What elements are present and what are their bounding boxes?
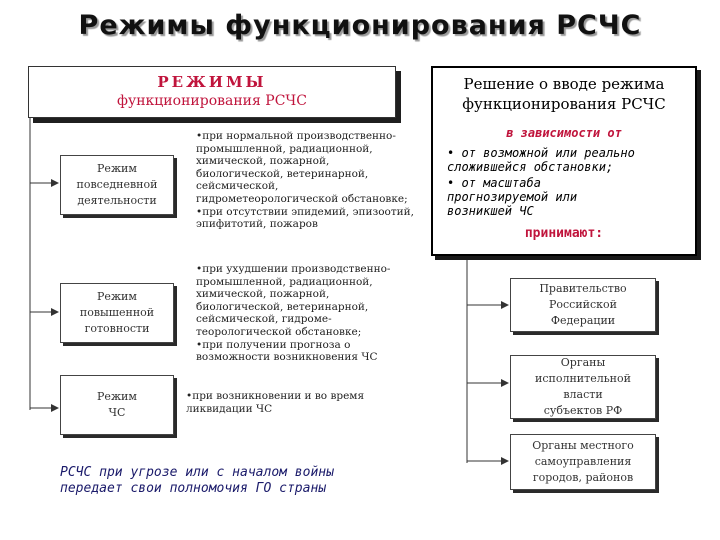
condition-text: химической, пожарной,: [196, 155, 330, 168]
decision-footer: принимают:: [524, 226, 604, 241]
authority-text: власти: [563, 388, 603, 401]
condition-text: эпифитотий, пожаров: [196, 218, 318, 231]
decision-item-2-line1: от масштаба: [461, 176, 541, 190]
civil-defense-note-line2: передает свои полномочия ГО страны: [60, 481, 327, 496]
authority-text: Федерации: [550, 314, 616, 327]
mode-daily-box: [60, 155, 174, 215]
condition-text: ликвидации ЧС: [186, 402, 273, 415]
civil-defense-note: [60, 465, 440, 497]
decision-title-line2: функционирования РСЧС: [462, 95, 666, 113]
mode-readiness-label-line1: Режим: [97, 290, 137, 303]
mode-daily-label-line3: деятельности: [77, 194, 157, 207]
authority-text: Правительство: [539, 282, 627, 295]
mode-daily-label-line1: Режим: [97, 162, 137, 175]
condition-text: сейсмической, гидроме-: [196, 313, 332, 326]
condition-text: при возникновении и во время: [192, 390, 365, 402]
mode-emergency-conditions: •при возникновении и во время ликвидации ЧС: [186, 390, 436, 415]
page-title: Режимы функционирования РСЧС: [78, 10, 642, 41]
mode-daily-label-line2: повседневной: [76, 178, 158, 191]
condition-text: при отсутствии эпидемий, эпизоотий,: [202, 205, 414, 218]
decision-item-1-line1: от возможной или реально: [461, 146, 635, 160]
decision-subtitle: в зависимости от: [506, 126, 622, 140]
decision-item-2-line3: возникшей ЧС: [447, 204, 534, 218]
decision-box: [431, 66, 697, 256]
authority-regional: [510, 355, 656, 419]
mode-emergency-box: [60, 375, 174, 435]
condition-text: промышленной, радиационной,: [196, 142, 373, 155]
modes-header: [28, 66, 396, 118]
condition-text: сейсмической,: [196, 180, 279, 193]
authority-text: городов, районов: [532, 471, 634, 484]
mode-readiness-label-line2: повышенной: [79, 306, 155, 319]
authority-text: субъектов РФ: [543, 404, 623, 417]
authority-government: [510, 278, 656, 332]
decision-item-2-line2: прогнозируемой или: [447, 190, 578, 204]
decision-item-1-line2: сложившейся обстановки;: [447, 160, 614, 174]
condition-text: биологической, ветеринарной,: [196, 167, 369, 180]
mode-emergency-label-line2: ЧС: [108, 406, 126, 419]
mode-readiness-conditions: •при ухудшении производственно- промышленной, радиационной, химической, пожарной, биологической, ветеринарной, сейсмической, гидроме- теорологической обстановке; •при получении прогноза о возможности возникновения ЧС: [196, 263, 436, 364]
mode-readiness-label-line3: готовности: [84, 322, 150, 335]
condition-text: теорологической обстановке;: [196, 325, 362, 338]
condition-text: при получении прогноза о: [202, 338, 351, 351]
decision-title-line1: Решение о вводе режима: [463, 75, 665, 93]
mode-readiness-box: [60, 283, 174, 343]
authority-text: самоуправления: [534, 455, 632, 468]
condition-text: химической, пожарной,: [196, 288, 330, 301]
modes-header-line2: функционирования РСЧС: [117, 93, 307, 109]
decision-item-2: • от масштаба прогнозируемой или возникшей ЧС: [433, 176, 695, 218]
modes-header-line1: РЕЖИМЫ: [157, 73, 267, 91]
authority-text: Российской: [548, 298, 617, 311]
mode-daily-conditions: •при нормальной производственно- промышленной, радиационной, химической, пожарной, биологической, ветеринарной, сейсмической, гидрометеорологической обстановке; •при отсутствии эпидемий, эпизоотий, эпифитотий, пожаров: [196, 130, 436, 231]
authority-text: исполнительной: [535, 372, 631, 385]
condition-text: гидрометеорологической обстановке;: [196, 192, 408, 205]
condition-text: биологической, ветеринарной,: [196, 300, 369, 313]
authority-text: Органы местного: [532, 439, 634, 452]
condition-text: возможности возникновения ЧС: [196, 351, 378, 364]
authority-text: Органы: [560, 356, 606, 369]
decision-item-1: • от возможной или реально сложившейся обстановки;: [433, 146, 695, 174]
condition-text: промышленной, радиационной,: [196, 275, 373, 288]
civil-defense-note-line1: РСЧС при угрозе или с началом войны: [60, 465, 334, 480]
condition-text: при ухудшении производственно-: [202, 263, 391, 275]
authority-local: [510, 434, 656, 490]
mode-emergency-label-line1: Режим: [97, 390, 137, 403]
condition-text: при нормальной производственно-: [202, 130, 396, 142]
